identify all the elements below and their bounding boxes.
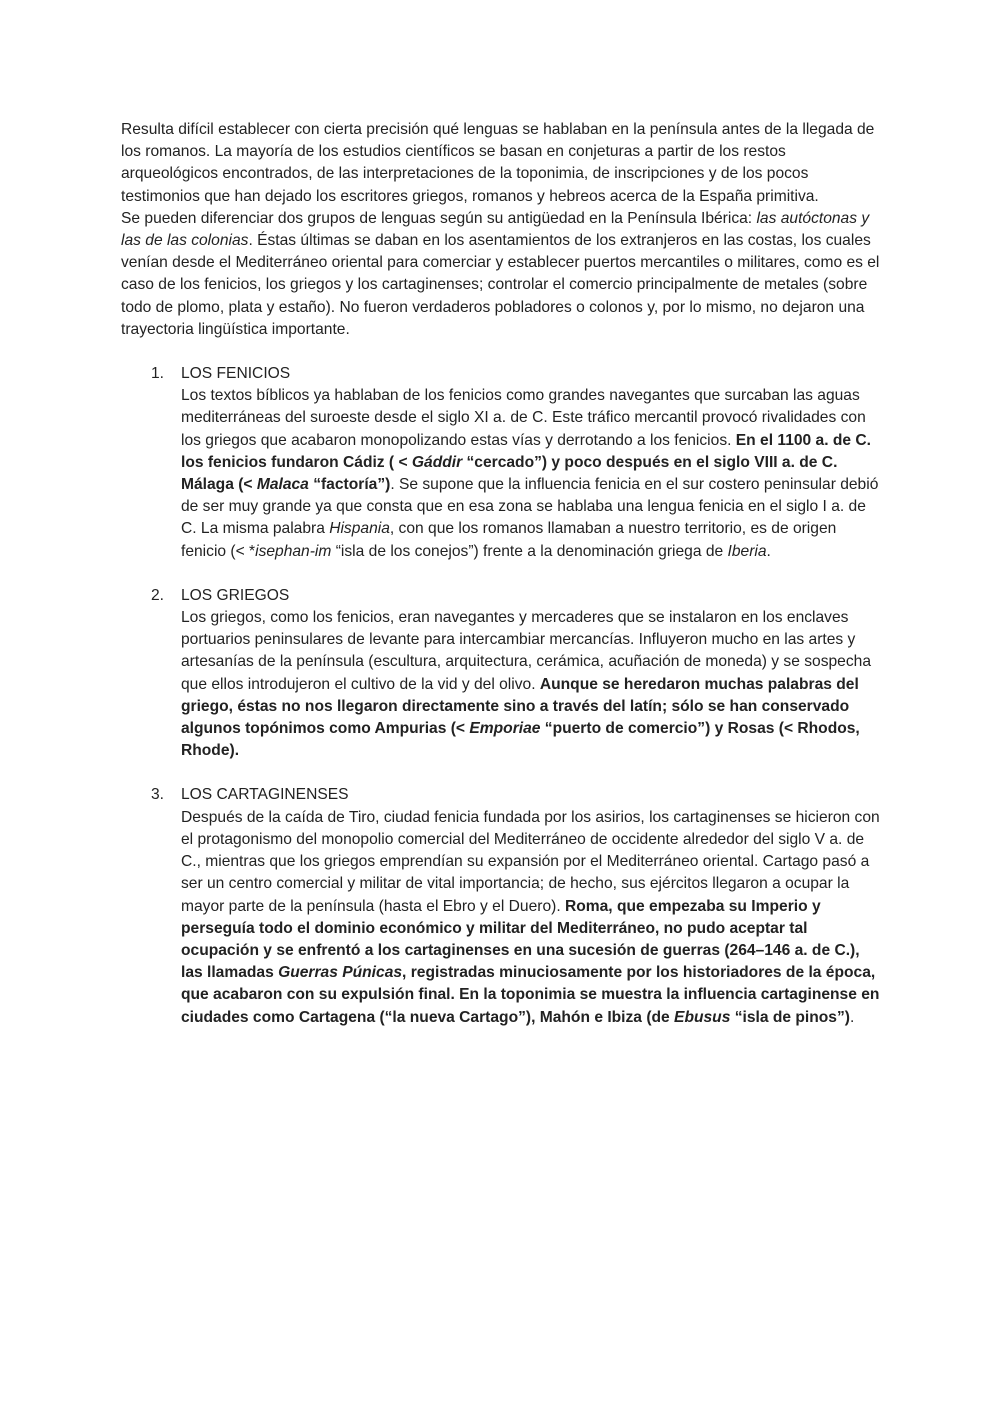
intro-paragraph-2: Se pueden diferenciar dos grupos de lenguas según su antigüedad en la Península Ibérica: las autóctonas y las de las colonias. Éstas últimas se daban en los asentamientos de los extranjeros en las costas, los cuales venían desde el Mediterráneo oriental para comerciar y establecer puertos mercantiles o militares, como es el caso de los fenicios, los griegos y los cartaginenses; controlar el comercio principalmente de metales (sobre todo de plomo, plata y estaño). No fueron verdaderos pobladores o colonos y, por lo mismo, no dejaron una trayectoria lingüística importante. (121, 209, 880, 338)
bold-text: Aunque se heredaron muchas palabras del griego, éstas no nos llegaron directamente sino a través del latín; sólo se han conservado algunos topónimos como Ampurias (< Emporiae “puerto de comercio”) y Rosas (< Rhodos, Rhode). (181, 675, 860, 760)
section-body: Los textos bíblicos ya hablaban de los fenicios como grandes navegantes que surcaban las aguas mediterráneas del suroeste desde el siglo XI a. de C. Este tráfico mercantil provocó rivalidades con los griegos que acabaron monopolizando estas vías y derrotando a los fenicios. En el 1100 a. de C. los fenicios fundaron Cádiz ( < Gáddir “cercado”) y poco después en el siglo VIII a. de C. Málaga (< Malaca “factoría”). Se supone que la influencia fenicia en el sur costero peninsular debió de ser muy grande ya que consta que en esa zona se hablaba una lengua fenicia en el siglo I a. de C. La misma palabra Hispania, con que los romanos llamaban a nuestro territorio, es de origen fenicio (< *isephan-im “isla de los conejos”) frente a la denominación griega de Iberia. (181, 387, 879, 560)
document-page (121, 119, 881, 1051)
list-number: 3. (151, 786, 165, 804)
emphasis-text: las autóctonas y las de las colonias (121, 209, 870, 250)
bold-text: Roma, que empezaba su Imperio y perseguía todo el dominio económico y militar del Mediterráneo, no pudo aceptar tal ocupación y se enfrentó a los cartaginenses en una sucesión de guerras (264–146 a. de C.), las llamadas Guerras Púnicas, registradas minuciosamente por los historiadores de la época, que acabaron con su expulsión final. En la toponimia se muestra la influencia cartaginense en ciudades como Cartagena (“la nueva Cartago”), Mahón e Ibiza (de Ebusus “isla de pinos”) (181, 897, 880, 1026)
intro-paragraph-1: Resulta difícil establecer con cierta precisión qué lenguas se hablaban en la península antes de la llegada de los romanos. La mayoría de los estudios científicos se basan en conjeturas a partir de los restos arqueológicos encontrados, de las interpretaciones de la toponimia, de inscripciones y de los pocos testimonios que han dejado los escritores griegos, romanos y hebreos acerca de la España primitiva. (121, 121, 875, 205)
section-title: LOS GRIEGOS (181, 586, 290, 604)
list-item-cartaginenses (121, 784, 881, 1028)
list-item-griegos (121, 585, 881, 763)
numbered-list (121, 363, 881, 1029)
list-number: 1. (151, 365, 165, 383)
section-title: LOS CARTAGINENSES (181, 786, 349, 804)
section-title: LOS FENICIOS (181, 365, 291, 383)
section-body: Después de la caída de Tiro, ciudad fenicia fundada por los asirios, los cartaginenses se hicieron con el protagonismo del monopolio comercial del Mediterráneo de occidente alrededor del siglo V a. de C., mientras que los griegos emprendían su expansión por el Mediterráneo oriental. Cartago pasó a ser un centro comercial y militar de vital importancia; de hecho, sus ejércitos llegaron a ocupar la mayor parte de la península (hasta el Ebro y el Duero). Roma, que empezaba su Imperio y perseguía todo el dominio económico y militar del Mediterráneo, no pudo aceptar tal ocupación y se enfrentó a los cartaginenses en una sucesión de guerras (264–146 a. de C.), las llamadas Guerras Púnicas, registradas minuciosamente por los historiadores de la época, que acabaron con su expulsión final. En la toponimia se muestra la influencia cartaginense en ciudades como Cartagena (“la nueva Cartago”), Mahón e Ibiza (de Ebusus “isla de pinos”). (181, 808, 880, 1026)
bold-text: En el 1100 a. de C. los fenicios fundaron Cádiz ( < Gáddir “cercado”) y poco después en el siglo VIII a. de C. Málaga (< Malaca “factoría”) (181, 431, 872, 494)
list-item-fenicios (121, 363, 881, 563)
list-number: 2. (151, 586, 165, 604)
section-body: Los griegos, como los fenicios, eran navegantes y mercaderes que se instalaron en los enclaves portuarios peninsulares de levante para intercambiar mercancías. Influyeron mucho en las artes y artesanías de la península (escultura, arquitectura, cerámica, acuñación de moneda) y se sospecha que ellos introdujeron el cultivo de la vid y del olivo. Aunque se heredaron muchas palabras del griego, éstas no nos llegaron directamente sino a través del latín; sólo se han conservado algunos topónimos como Ampurias (< Emporiae “puerto de comercio”) y Rosas (< Rhodos, Rhode). (181, 609, 871, 760)
